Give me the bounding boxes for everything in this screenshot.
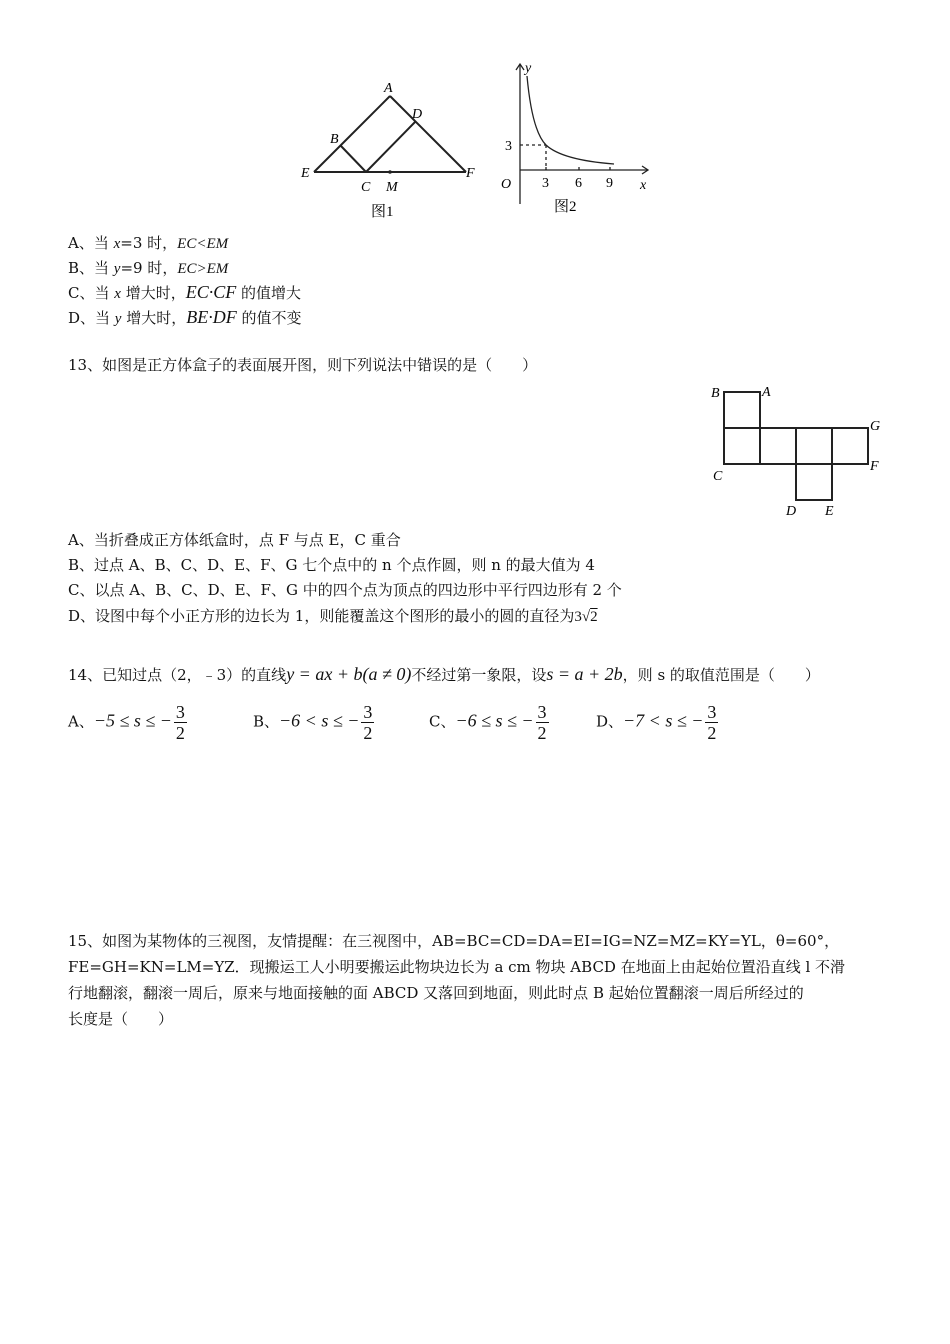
fig2-caption: 图2 xyxy=(554,199,577,215)
cube-net-figure xyxy=(706,380,886,522)
fig1-label-b: B xyxy=(330,132,339,147)
fig2-x-tick-9: 9 xyxy=(606,176,613,191)
q13-option-b: B、过点 A、B、C、D、E、F、G 七个点中的 n 个点作圆，则 n 的最大值为 4 xyxy=(68,556,595,574)
fig1-label-f: F xyxy=(466,166,475,181)
q15-line-2: FE=GH=KN=LM=YZ．现搬运工人小明要搬运此物块边长为 a cm 物块 ABCD 在地面上由起始位置沿直线 l 不滑 xyxy=(68,958,846,976)
figure-1 xyxy=(298,76,488,221)
fig1-label-c: C xyxy=(361,180,371,195)
fig2-x-axis-label: x xyxy=(640,178,647,193)
fig2-origin-label: O xyxy=(501,177,512,192)
fig2-y-tick: 3 xyxy=(505,139,512,154)
fig1-label-a: A xyxy=(384,81,393,96)
fig1-label-d: D xyxy=(412,107,423,122)
q12-option-a: A、当 x=3 时，EC<EM xyxy=(68,234,229,252)
q13-stem: 13、如图是正方体盒子的表面展开图，则下列说法中错误的是（ ） xyxy=(68,356,538,374)
fig1-caption: 图1 xyxy=(371,204,394,220)
q13-option-a: A、当折叠成正方体纸盒时，点 F 与点 E，C 重合 xyxy=(68,531,401,549)
sqrt-sign: √ xyxy=(581,609,591,625)
net-label-c: C xyxy=(713,469,723,484)
fraction: $\frac{3}{2}$ xyxy=(537,702,547,743)
q13-option-c: C、以点 A、B、C、D、E、F、G 中的四个点为顶点的四边形中平行四边形有 2 个 xyxy=(68,581,622,599)
q14-option-c: C、−6 ≤ s ≤ − $\frac{3}{2}$ xyxy=(429,702,547,743)
q15-line-1: 15、如图为某物体的三视图，友情提醒：在三视图中，AB=BC=CD=DA=EI=IG=NZ=MZ=KY=YL，θ=60°， xyxy=(68,932,840,950)
net-label-b: B xyxy=(711,386,720,401)
q15-text xyxy=(68,928,888,1032)
net-label-e: E xyxy=(825,504,834,519)
fig2-x-tick-3: 3 xyxy=(542,176,549,191)
fraction: $\frac{3}{2}$ xyxy=(707,702,717,743)
net-label-f: F xyxy=(870,459,879,474)
fig2-x-tick-6: 6 xyxy=(575,176,582,191)
net-label-d: D xyxy=(786,504,797,519)
fraction: $\frac{3}{2}$ xyxy=(175,702,185,743)
q15-line-4: 长度是（ ） xyxy=(68,1010,174,1028)
q12-option-b: B、当 y=9 时，EC>EM xyxy=(68,259,229,277)
q12-option-d: D、当 y 增大时，BE·DF 的值不变 xyxy=(68,307,302,327)
q13-option-d: D、设图中每个小正方形的边长为 1，则能覆盖这个图形的最小的圆的直径为3√2 xyxy=(68,607,598,625)
q14-option-a: A、−5 ≤ s ≤ − $\frac{3}{2}$ xyxy=(68,702,185,743)
fig1-label-e: E xyxy=(301,166,310,181)
q14-option-d: D、−7 < s ≤ − $\frac{3}{2}$ xyxy=(596,702,717,743)
net-label-g: G xyxy=(870,419,881,434)
q12-option-c: C、当 x 增大时，EC·CF 的值增大 xyxy=(68,282,301,302)
fig2-y-axis-label: y xyxy=(525,61,532,76)
figure-2 xyxy=(490,56,660,216)
fraction: $\frac{3}{2}$ xyxy=(363,702,373,743)
q15-line-3: 行地翻滚，翻滚一周后，原来与地面接触的面 ABCD 又落回到地面，则此时点 B 起始位置翻滚一周后所经过的 xyxy=(68,984,804,1002)
fig1-label-m: M xyxy=(386,180,398,195)
q14-option-b: B、−6 < s ≤ − $\frac{3}{2}$ xyxy=(253,702,373,743)
q14-stem: 14、已知过点（2，﹣3）的直线y = ax + b(a ≠ 0)不经过第一象限，设s = a + 2b，则 s 的取值范围是（ ） xyxy=(68,664,820,684)
net-label-a: A xyxy=(762,385,771,400)
